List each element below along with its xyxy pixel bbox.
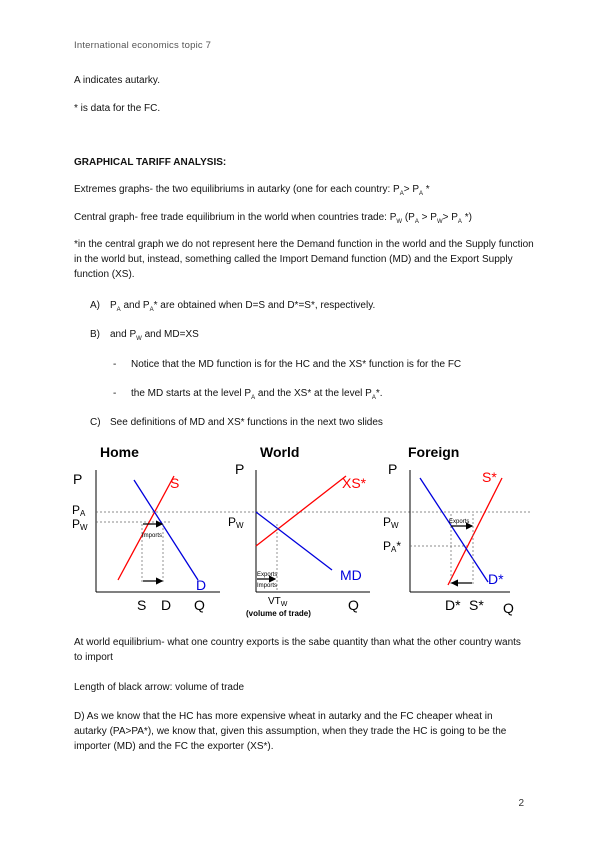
home-imports-label: Imports xyxy=(142,533,163,539)
world-axis-q: Q xyxy=(348,597,359,613)
home-supply-curve xyxy=(118,476,174,580)
foreign-demand-curve xyxy=(420,478,488,582)
bullet-2: - the MD starts at the level $P_A$ and the XS* at the level $P_A*$. xyxy=(113,388,383,401)
page-number: 2 xyxy=(518,798,524,809)
foreign-panel xyxy=(383,444,514,616)
foreign-s-qty: S* xyxy=(469,597,484,613)
world-volume-label: (volume of trade) xyxy=(246,609,311,618)
world-imports-label: Imports xyxy=(257,583,278,589)
foreign-supply-curve xyxy=(448,478,502,585)
home-axis-q: Q xyxy=(194,597,205,613)
home-demand-curve xyxy=(134,480,198,580)
home-s-qty: S xyxy=(137,597,147,613)
extremes-paragraph: Extremes graphs- the two equilibriums in autarky (one for each country: $P_A> P_A$ * xyxy=(74,184,430,197)
tariff-graph xyxy=(70,440,530,630)
arrow-paragraph: Length of black arrow: volume of trade xyxy=(74,682,245,693)
central-paragraph: Central graph- free trade equilibrium in the world when countries trade: $P_W$ ($P_A > P_W> P_A$ *) xyxy=(74,212,472,225)
autarky-note: A indicates autarky. xyxy=(74,75,160,86)
home-d-qty: D xyxy=(161,597,172,613)
world-panel xyxy=(228,444,370,618)
foreign-pw-label: PW xyxy=(383,515,399,530)
home-title: Home xyxy=(100,444,139,460)
home-axis-p: P xyxy=(73,471,83,487)
home-s-label: S xyxy=(170,475,180,491)
bullet-1: - Notice that the MD function is for the HC and the XS* function is for the FC xyxy=(113,359,462,370)
home-pw-label: PW xyxy=(72,517,88,532)
equilibrium-paragraph: At world equilibrium- what one country exports is the sabe quantity than what the other country wants to import xyxy=(74,637,521,663)
home-pa-label: PA xyxy=(72,503,86,518)
item-a: A) $P_A$ and $P_A*$ are obtained when D=S and D*=S*, respectively. xyxy=(90,300,376,313)
d-paragraph: D) As we know that the HC has more expensive wheat in autarky and the FC cheaper wheat in autarky (PA>PA*), we know that, given this assumption, when they trade the HC is going to be the importer (MD) and the FC the exporter (XS*). xyxy=(74,711,507,752)
world-xs-curve xyxy=(256,476,346,546)
item-b: B) and $P_W$ and MD=XS xyxy=(90,329,199,342)
world-pw-label: PW xyxy=(228,515,244,530)
world-exports-label: Exports xyxy=(257,572,278,578)
foreign-d-qty: D* xyxy=(445,597,461,613)
foreign-pa-label: PA* xyxy=(383,539,402,554)
foreign-axis-q: Q xyxy=(503,600,514,616)
world-vt-label: $VT_W$ xyxy=(268,596,288,608)
running-header: International economics topic 7 xyxy=(74,40,212,51)
world-md-label: MD xyxy=(340,567,362,583)
central-note: *in the central graph we do not represent here the Demand function in the world and the Supply function in the world but, instead, something called the Import Demand function (MD) and the Export Supply function (XS). xyxy=(74,239,534,280)
foreign-s-label: S* xyxy=(482,469,497,485)
home-d-label: D xyxy=(196,577,207,593)
world-md-curve xyxy=(256,512,332,570)
fc-note: * is data for the FC. xyxy=(74,103,161,114)
foreign-axis-p: P xyxy=(388,461,398,477)
foreign-exports-label: Exports xyxy=(449,519,470,525)
item-c: C) See definitions of MD and XS* functions in the next two slides xyxy=(90,417,383,428)
foreign-title: Foreign xyxy=(408,444,460,460)
world-axis-p: P xyxy=(235,461,245,477)
section-title: GRAPHICAL TARIFF ANALYSIS: xyxy=(74,157,227,168)
world-xs-label: XS* xyxy=(342,475,367,491)
world-title: World xyxy=(260,444,300,460)
foreign-d-label: D* xyxy=(488,571,504,587)
home-panel xyxy=(72,444,530,613)
